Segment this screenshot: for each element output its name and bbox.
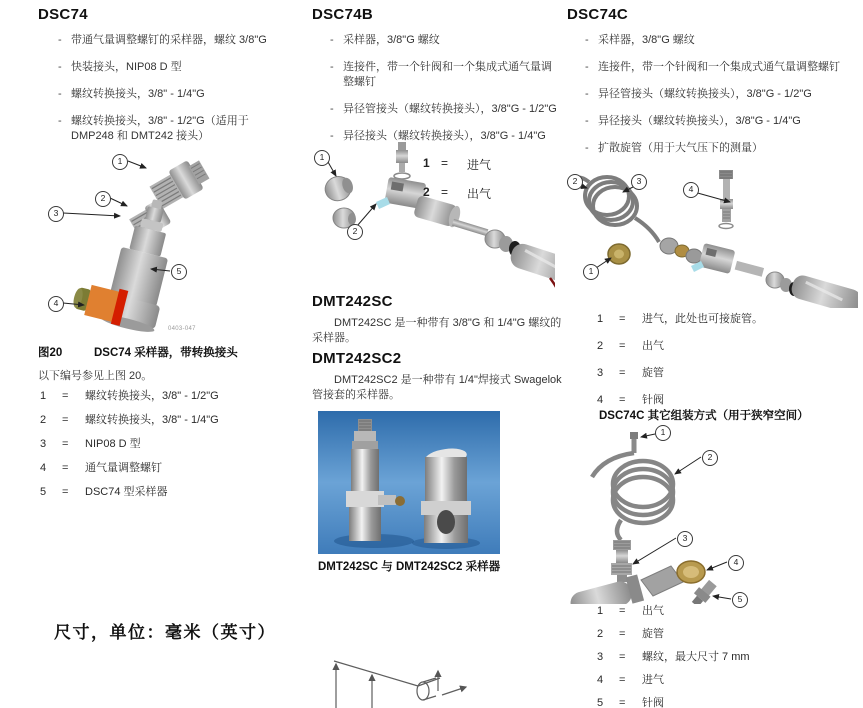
callout-1: 1 [583, 264, 599, 280]
section-title-dmt242sc2: DMT242SC2 [312, 350, 402, 367]
legend-row [40, 461, 280, 475]
legend-text: NIP08 D 型 [85, 438, 141, 450]
bullet-dash: - [330, 103, 334, 115]
callout-4: 4 [48, 296, 64, 312]
dsc74c-alt-assembly-subheading: DSC74C 其它组装方式（用于狭窄空间） [599, 410, 809, 422]
callout-2: 2 [567, 174, 583, 190]
legend-number: 1 [597, 313, 604, 325]
bullet-text: 螺纹转换接头，3/8" - 1/4"G [71, 88, 205, 100]
bullet-text: 采样器，3/8"G 螺纹 [343, 34, 440, 46]
figure-dimension-drawing-partial [320, 650, 470, 708]
list-item [58, 114, 294, 144]
legend-row [597, 604, 857, 618]
list-item [58, 87, 294, 102]
list-item [585, 60, 857, 75]
figure-code: 0403-047 [168, 326, 196, 332]
dsc74c-parts-legend [597, 312, 857, 417]
legend-text: DSC74 型采样器 [85, 486, 168, 498]
legend-number: 1 [423, 156, 430, 170]
list-item [330, 102, 558, 117]
dsc74c-alt-parts-legend [597, 604, 857, 708]
callout-2: 2 [347, 224, 363, 240]
section-title-dsc74: DSC74 [38, 6, 88, 23]
list-item [585, 33, 857, 48]
bullet-dash: - [58, 61, 62, 73]
bullet-dash: - [330, 130, 334, 142]
callout-4: 4 [728, 555, 744, 571]
dimension-arrows-drawing [320, 650, 470, 708]
legend-row [40, 389, 280, 403]
dsc74-sampler-drawing [40, 148, 250, 340]
legend-number: 4 [597, 394, 604, 406]
figure-caption-text: DSC74 采样器，带转换接头 [94, 347, 238, 359]
callout-1: 1 [655, 425, 671, 441]
bullet-dash: - [585, 115, 589, 127]
list-item [585, 87, 857, 102]
legend-text: 针阀 [642, 394, 664, 406]
list-item [330, 33, 558, 48]
legend-text: 进气 [467, 158, 492, 172]
dsc74-parts-legend [40, 389, 280, 509]
section-title-dsc74b: DSC74B [312, 6, 373, 23]
bullet-text: 螺纹转换接头，3/8" - 1/2"G（适用于 DMP248 和 DMT242 接头） [71, 115, 249, 142]
equals-sign: = [619, 651, 626, 663]
figure-reference-note: 以下编号参见上图 20。 [38, 370, 153, 382]
legend-row [40, 437, 280, 451]
bullet-text: 扩散旋管（用于大气压下的测量） [598, 142, 763, 154]
dmt242sc2-paragraph: DMT242SC2 是一种带有 1/4"焊接式 Swagelok 管接套的采样器。 [312, 374, 562, 401]
bullet-dash: - [58, 115, 62, 127]
equals-sign: = [619, 674, 626, 686]
figure-dsc74c-exploded-view [563, 146, 858, 308]
bullet-dash: - [330, 61, 334, 73]
callout-3: 3 [631, 174, 647, 190]
legend-row [597, 312, 857, 326]
legend-text: 出气 [642, 605, 664, 617]
equals-sign: = [619, 605, 626, 617]
dsc74b-figure-legend [423, 156, 491, 214]
bullet-text: 连接件，带一个针阀和一个集成式通气量调整螺钉 [343, 61, 552, 88]
legend-number: 3 [597, 367, 604, 379]
legend-number: 1 [597, 605, 604, 617]
legend-number: 5 [597, 697, 604, 708]
photo-caption: DMT242SC 与 DMT242SC2 采样器 [318, 561, 501, 573]
equals-sign: = [619, 628, 626, 640]
legend-number: 2 [423, 185, 430, 199]
legend-text: 旋管 [642, 628, 664, 640]
callout-3: 3 [677, 531, 693, 547]
equals-sign: = [619, 367, 626, 379]
callout-4: 4 [683, 182, 699, 198]
bullet-text: 异径管接头（螺纹转换接头），3/8"G - 1/2"G [598, 88, 812, 100]
callout-1: 1 [314, 150, 330, 166]
bullet-dash: - [585, 142, 589, 154]
legend-number: 3 [597, 651, 604, 663]
equals-sign: = [619, 340, 626, 352]
legend-row [597, 339, 857, 353]
legend-row [40, 485, 280, 499]
legend-text: 进气 [642, 674, 664, 686]
legend-number: 2 [597, 628, 604, 640]
legend-text: 螺纹，最大尺寸 7 mm [642, 651, 750, 663]
callout-2: 2 [95, 191, 111, 207]
legend-text: 通气量调整螺钉 [85, 462, 162, 474]
samplers-photo [318, 411, 500, 554]
equals-sign: = [62, 390, 69, 402]
equals-sign: = [619, 394, 626, 406]
dsc74-bullet-list [58, 33, 294, 156]
bullet-text: 连接件，带一个针阀和一个集成式通气量调整螺钉 [598, 61, 840, 73]
dsc74c-sampler-drawing [563, 146, 858, 308]
callout-5: 5 [171, 264, 187, 280]
legend-text: 进气，此处也可接旋管。 [642, 313, 763, 325]
legend-row [597, 696, 857, 708]
bullet-dash: - [585, 88, 589, 100]
bullet-text: 带通气量调整螺钉的采样器，螺纹 3/8"G [71, 34, 267, 46]
section-title-dsc74c: DSC74C [567, 6, 628, 23]
figure-dsc74-exploded-view [40, 148, 250, 340]
figure-dsc74c-alt-assembly [563, 424, 858, 604]
list-item [58, 60, 294, 75]
section-title-dmt242sc: DMT242SC [312, 293, 393, 310]
list-item [58, 33, 294, 48]
legend-text: 螺纹转换接头，3/8" - 1/4"G [85, 414, 219, 426]
callout-3: 3 [48, 206, 64, 222]
equals-sign: = [441, 185, 449, 199]
bullet-text: 快装接头，NIP08 D 型 [71, 61, 182, 73]
bullet-dash: - [330, 34, 334, 46]
bullet-dash: - [585, 61, 589, 73]
equals-sign: = [441, 156, 449, 170]
list-item [585, 114, 857, 129]
callout-2: 2 [702, 450, 718, 466]
legend-text: 出气 [642, 340, 664, 352]
legend-row [597, 673, 857, 687]
legend-number: 2 [40, 414, 47, 426]
callout-5: 5 [732, 592, 748, 608]
legend-number: 4 [597, 674, 604, 686]
legend-row [597, 650, 857, 664]
dmt242sc-paragraph: DMT242SC 是一种带有 3/8"G 和 1/4"G 螺纹的采样器。 [312, 317, 562, 344]
equals-sign: = [619, 697, 626, 708]
legend-number: 5 [40, 486, 47, 498]
figure-number-label: 图20 [38, 347, 63, 359]
legend-number: 1 [40, 390, 47, 402]
legend-number: 4 [40, 462, 47, 474]
bullet-dash: - [58, 34, 62, 46]
legend-row [597, 627, 857, 641]
legend-row [597, 393, 857, 407]
bullet-dash: - [585, 34, 589, 46]
legend-text: 针阀 [642, 697, 664, 708]
legend-text: 出气 [467, 187, 492, 201]
equals-sign: = [62, 486, 69, 498]
legend-row [597, 366, 857, 380]
bullet-dash: - [58, 88, 62, 100]
legend-text: 螺纹转换接头，3/8" - 1/2"G [85, 390, 219, 402]
legend-row [423, 156, 491, 173]
equals-sign: = [62, 414, 69, 426]
legend-number: 3 [40, 438, 47, 450]
bullet-text: 采样器，3/8"G 螺纹 [598, 34, 695, 46]
bullet-text: 异径管接头（螺纹转换接头），3/8"G - 1/2"G [343, 103, 557, 115]
equals-sign: = [62, 438, 69, 450]
bullet-text: 异径接头（螺纹转换接头），3/8"G - 1/4"G [598, 115, 801, 127]
callout-1: 1 [112, 154, 128, 170]
legend-number: 2 [597, 340, 604, 352]
dsc74b-bullet-list [330, 33, 558, 156]
equals-sign: = [619, 313, 626, 325]
legend-row [423, 185, 491, 202]
bullet-text: 异径接头（螺纹转换接头），3/8"G - 1/4"G [343, 130, 546, 142]
photo-dmt242sc-samplers [318, 411, 500, 554]
list-item [330, 60, 558, 90]
dimensions-heading: 尺寸，单位：毫米（英寸） [54, 623, 276, 642]
legend-text: 旋管 [642, 367, 664, 379]
figure-dsc74b-exploded-view [310, 140, 555, 290]
legend-row [40, 413, 280, 427]
figure-20-caption [38, 344, 238, 360]
equals-sign: = [62, 462, 69, 474]
